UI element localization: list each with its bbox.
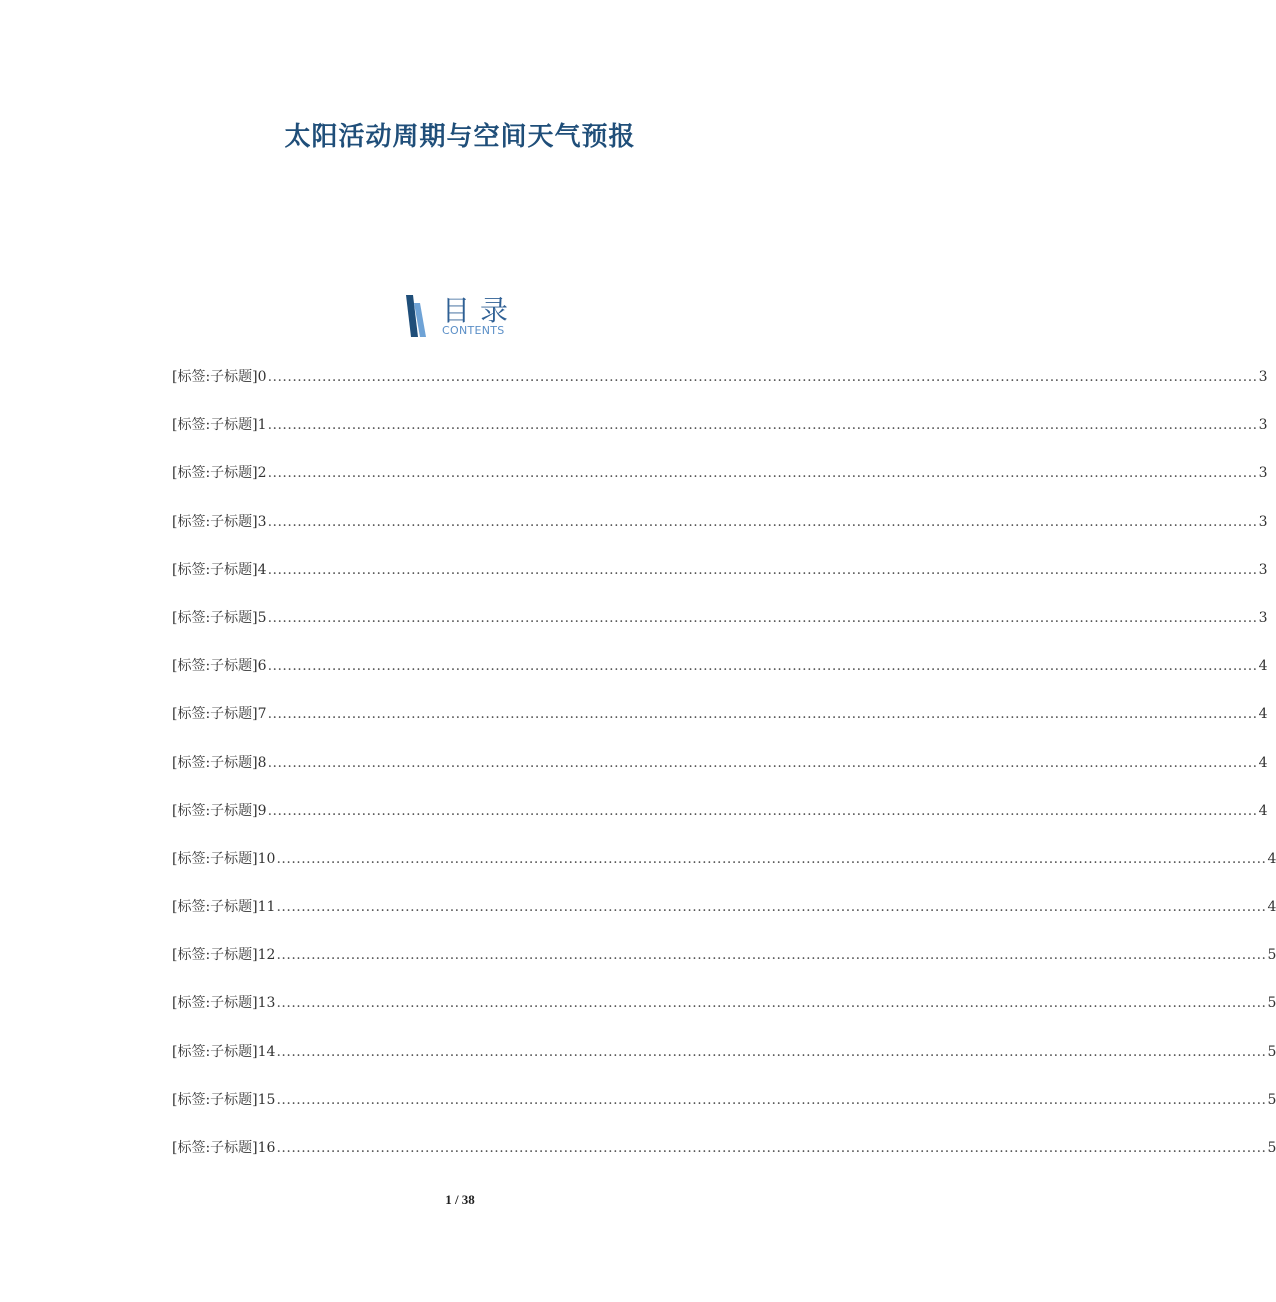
toc-entry-page: 4 <box>1258 706 1268 723</box>
toc-leader-dots: ........................................................................................................................................................................................................ <box>276 1140 1267 1156</box>
toc-entry-label: [标签:子标题]14 <box>172 1043 276 1060</box>
toc-leader-dots: ........................................................................................................................................................................................................ <box>267 561 1258 578</box>
toc-leader-dots: ........................................................................................................................................................................................................ <box>276 899 1267 916</box>
toc-heading: 目录 <box>442 294 519 327</box>
toc-entry[interactable] <box>172 366 1268 414</box>
toc-entry[interactable] <box>172 992 1276 1040</box>
toc-entry[interactable] <box>172 1041 1276 1089</box>
toc-entry[interactable] <box>172 1089 1276 1137</box>
toc-entry[interactable] <box>172 462 1268 510</box>
toc-entry-page: 3 <box>1258 369 1268 385</box>
toc-entry-page: 3 <box>1258 465 1268 482</box>
toc-leader-dots: ........................................................................................................................................................................................................ <box>267 417 1258 434</box>
toc-leader-dots: ........................................................................................................................................................................................................ <box>267 465 1258 482</box>
toc-entry[interactable] <box>172 800 1268 848</box>
toc-entry-label: [标签:子标题]8 <box>172 754 267 771</box>
toc-entry[interactable] <box>172 848 1276 896</box>
toc-entry-page: 5 <box>1267 1043 1276 1060</box>
toc-leader-dots: ........................................................................................................................................................................................................ <box>267 754 1258 771</box>
toc-entry-label: [标签:子标题]12 <box>172 947 276 964</box>
toc-entry[interactable] <box>172 703 1268 751</box>
toc-leader-dots: ........................................................................................................................................................................................................ <box>267 513 1258 530</box>
toc-entry-label: [标签:子标题]0 <box>172 369 267 385</box>
toc-entry[interactable] <box>172 752 1268 800</box>
toc-leader-dots: ........................................................................................................................................................................................................ <box>267 706 1258 723</box>
toc-entry-page: 5 <box>1267 1140 1276 1156</box>
toc-entry[interactable] <box>172 414 1268 462</box>
toc-leader-dots: ........................................................................................................................................................................................................ <box>276 995 1267 1012</box>
toc-entry-label: [标签:子标题]9 <box>172 802 267 819</box>
toc-entry-label: [标签:子标题]2 <box>172 465 267 482</box>
toc-entry[interactable] <box>172 896 1276 944</box>
toc-emblem-icon <box>404 295 432 337</box>
document-title: 太阳活动周期与空间天气预报 <box>284 122 636 152</box>
page-number: 1 / 38 <box>445 1192 475 1207</box>
toc-entry-page: 3 <box>1258 609 1268 626</box>
toc-entry-label: [标签:子标题]16 <box>172 1140 276 1156</box>
toc-entry-label: [标签:子标题]15 <box>172 1091 276 1108</box>
toc-entry-label: [标签:子标题]13 <box>172 995 276 1012</box>
toc-leader-dots: ........................................................................................................................................................................................................ <box>267 369 1258 385</box>
toc-entry-page: 4 <box>1258 754 1268 771</box>
toc-entry-label: [标签:子标题]11 <box>172 899 276 916</box>
toc-entry-label: [标签:子标题]4 <box>172 561 267 578</box>
toc-leader-dots: ........................................................................................................................................................................................................ <box>276 850 1267 867</box>
toc-subheading: CONTENTS <box>442 324 505 337</box>
toc-entry-page: 4 <box>1258 658 1268 675</box>
toc-list <box>172 366 1276 1185</box>
toc-entry-page: 3 <box>1258 417 1268 434</box>
toc-entry-page: 3 <box>1258 513 1268 530</box>
toc-entry-label: [标签:子标题]1 <box>172 417 267 434</box>
toc-leader-dots: ........................................................................................................................................................................................................ <box>276 1043 1267 1060</box>
toc-entry[interactable] <box>172 655 1268 703</box>
toc-header <box>404 293 544 339</box>
toc-entry[interactable] <box>172 607 1268 655</box>
toc-leader-dots: ........................................................................................................................................................................................................ <box>276 1091 1267 1108</box>
toc-entry-label: [标签:子标题]3 <box>172 513 267 530</box>
toc-entry-page: 5 <box>1267 947 1276 964</box>
toc-entry[interactable] <box>172 944 1276 992</box>
toc-leader-dots: ........................................................................................................................................................................................................ <box>276 947 1267 964</box>
toc-entry-label: [标签:子标题]5 <box>172 609 267 626</box>
toc-leader-dots: ........................................................................................................................................................................................................ <box>267 658 1258 675</box>
toc-entry-page: 5 <box>1267 1091 1276 1108</box>
toc-entry-label: [标签:子标题]7 <box>172 706 267 723</box>
toc-entry-page: 4 <box>1258 802 1268 819</box>
toc-entry-page: 3 <box>1258 561 1268 578</box>
toc-entry[interactable] <box>172 1137 1276 1185</box>
toc-entry-label: [标签:子标题]6 <box>172 658 267 675</box>
toc-entry-page: 5 <box>1267 995 1276 1012</box>
toc-leader-dots: ........................................................................................................................................................................................................ <box>267 802 1258 819</box>
toc-entry-page: 4 <box>1267 850 1276 867</box>
toc-entry-label: [标签:子标题]10 <box>172 850 276 867</box>
toc-entry-page: 4 <box>1267 899 1276 916</box>
toc-entry[interactable] <box>172 511 1268 559</box>
toc-entry[interactable] <box>172 559 1268 607</box>
toc-leader-dots: ........................................................................................................................................................................................................ <box>267 609 1258 626</box>
